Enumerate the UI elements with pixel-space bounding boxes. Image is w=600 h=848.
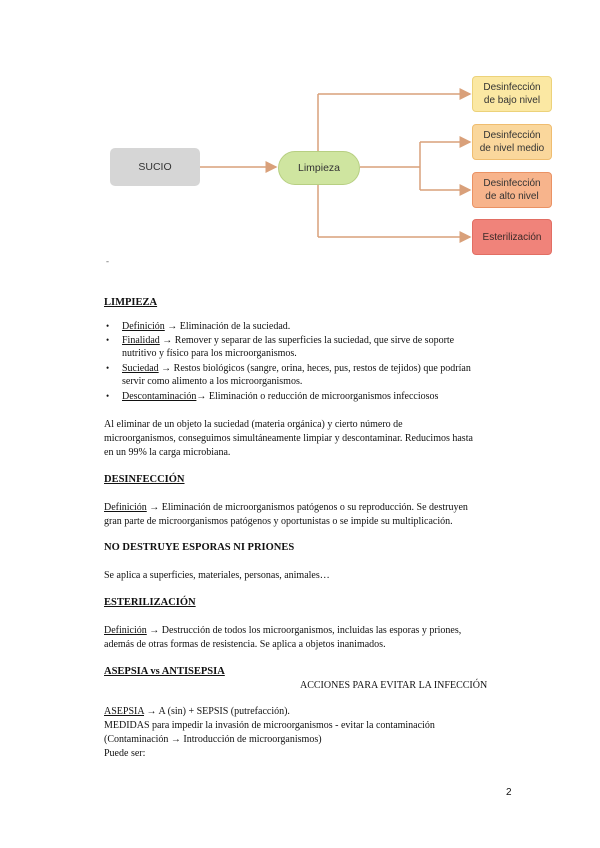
stray-dash: - bbox=[106, 256, 109, 266]
bullet-icon: • bbox=[106, 363, 110, 373]
sucio-label: SUCIO bbox=[138, 160, 172, 173]
asepsia-line: Puede ser: bbox=[104, 748, 146, 759]
limpieza-paragraph-line: microorganismos, conseguimos simultáneamente limpiar y descontaminar. Reducimos hasta bbox=[104, 433, 473, 444]
limpieza-box bbox=[278, 151, 360, 185]
esterilizacion-definition-cont: además de otras formas de resistencia. Se aplica a objetos inanimados. bbox=[104, 639, 386, 650]
desinfeccion-applies: Se aplica a superficies, materiales, personas, animales… bbox=[104, 570, 330, 581]
limpieza-paragraph-line: en un 99% la carga microbiana. bbox=[104, 447, 231, 458]
asepsia-line: (Contaminación → Introducción de microorganismos) bbox=[104, 734, 322, 745]
outcome-label: Desinfección de nivel medio bbox=[479, 130, 545, 154]
outcome-label: Desinfección de bajo nivel bbox=[483, 82, 541, 106]
esterilizacion-box bbox=[472, 219, 552, 255]
asepsia-line: MEDIDAS para impedir la invasión de microorganismos - evitar la contaminación bbox=[104, 720, 435, 731]
limpieza-bullet-descontaminacion: Descontaminación→ Eliminación o reducción de microorganismos infecciosos bbox=[122, 391, 439, 402]
desinfeccion-definition: Definición → Eliminación de microorganismos patógenos o su reproducción. Se destruyen bbox=[104, 502, 468, 513]
outcome-label: Esterilización bbox=[482, 231, 542, 243]
sucio-box bbox=[110, 148, 200, 186]
desinfeccion-alto-box bbox=[472, 172, 552, 208]
limpieza-paragraph-line: Al eliminar de un objeto la suciedad (materia orgánica) y cierto número de bbox=[104, 419, 403, 430]
limpieza-label: Limpieza bbox=[297, 161, 341, 174]
limpieza-bullet-finalidad-cont: nutritivo y físico para los microorganismos. bbox=[122, 348, 297, 359]
bullet-icon: • bbox=[106, 391, 110, 401]
limpieza-bullet-suciedad: Suciedad → Restos biológicos (sangre, orina, heces, pus, restos de tejidos) que podrían bbox=[122, 363, 471, 374]
cleaning-flow-diagram bbox=[0, 0, 600, 270]
desinfeccion-heading: DESINFECCIÓN bbox=[104, 474, 185, 485]
bullet-icon: • bbox=[106, 335, 110, 345]
bullet-icon: • bbox=[106, 321, 110, 331]
limpieza-heading: LIMPIEZA bbox=[104, 297, 158, 308]
desinfeccion-definition-cont: gran parte de microorganismos patógenos y oportunistas o se impide su multiplicación. bbox=[104, 516, 453, 527]
desinfeccion-note: NO DESTRUYE ESPORAS NI PRIONES bbox=[104, 542, 295, 553]
limpieza-bullet-suciedad-cont: servir como alimento a los microorganismos. bbox=[122, 376, 303, 387]
asepsia-definition: ASEPSIA → A (sin) + SEPSIS (putrefacción). bbox=[104, 706, 290, 717]
limpieza-bullet-finalidad: Finalidad → Remover y separar de las superficies la suciedad, que sirve de soporte bbox=[122, 335, 455, 346]
esterilizacion-heading: ESTERILIZACIÓN bbox=[104, 597, 196, 608]
desinfeccion-bajo-box bbox=[472, 76, 552, 112]
page-number: 2 bbox=[506, 787, 512, 798]
asepsia-subheading: ACCIONES PARA EVITAR LA INFECCIÓN bbox=[300, 680, 488, 691]
desinfeccion-medio-box bbox=[472, 124, 552, 160]
limpieza-bullet-definicion: Definición → Eliminación de la suciedad. bbox=[122, 321, 291, 332]
asepsia-heading: ASEPSIA vs ANTISEPSIA bbox=[104, 666, 225, 677]
outcome-label: Desinfección de alto nivel bbox=[483, 178, 541, 202]
esterilizacion-definition: Definición → Destrucción de todos los microorganismos, incluidas las esporas y priones, bbox=[104, 625, 462, 636]
